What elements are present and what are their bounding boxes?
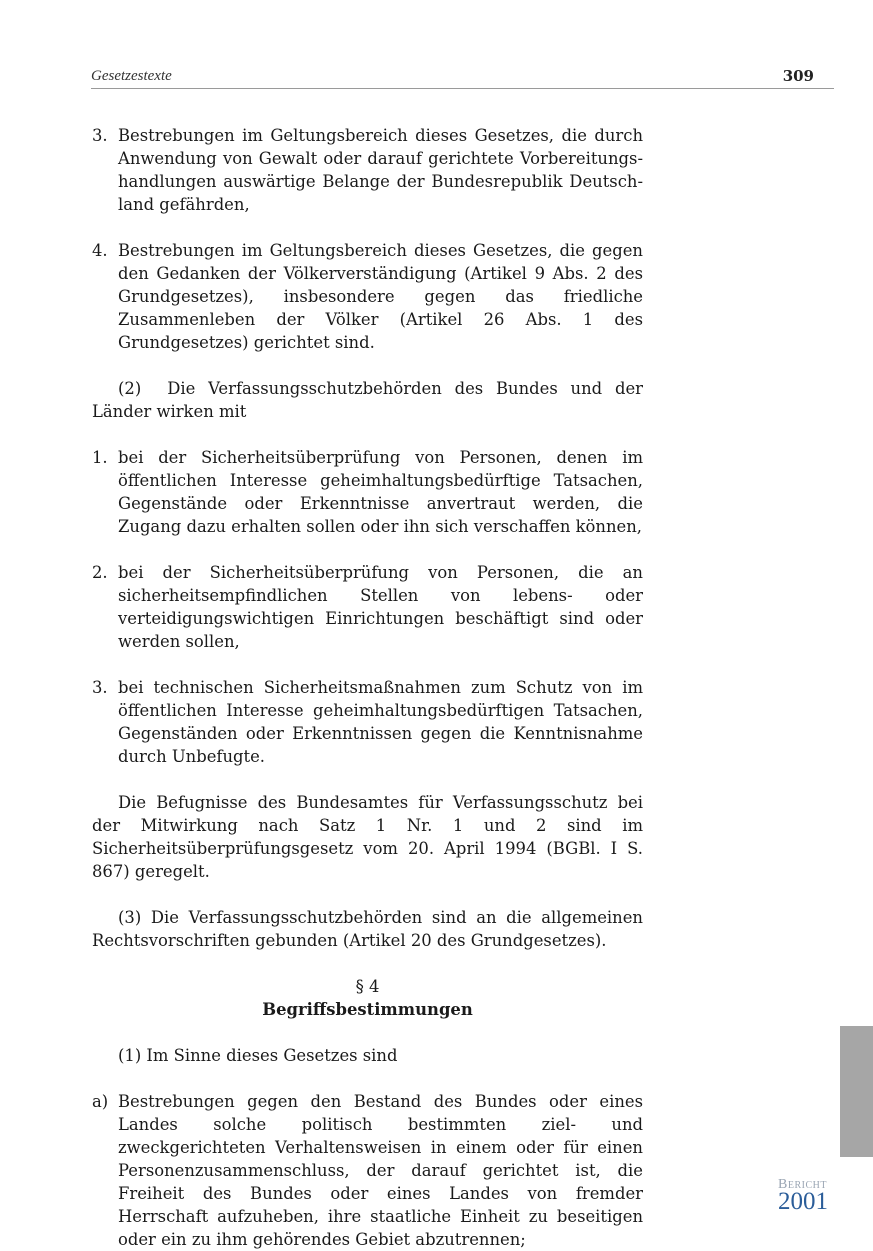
paragraph-befugnisse: Die Befugnisse des Bundesamtes für Verfassungsschutz bei der Mitwirkung nach Satz 1 Nr. 1 und 2 sind im Sicherheitsüberprüfungsgesetz vom 20. April 1994 (BGBl. I S. 867) geregelt. [92, 793, 643, 881]
list-number: 1. [92, 448, 108, 467]
logo-year: 2001 [778, 1188, 828, 1215]
list-text: bei der Sicherheitsüberprüfung von Personen, denen im öffentlichen Interesse geheimhaltungsbedürftige Tatsachen, Gegenstände oder Erkenntnisse anvertraut werden, die Zugang dazu erhalten sollen oder ihn sich verschaffen können, [118, 448, 643, 536]
paragraph-marker: (2) [118, 379, 142, 398]
list-item [92, 1090, 643, 1251]
paragraph-4-1: (1) Im Sinne dieses Gesetzes sind [118, 1046, 398, 1065]
list-item [92, 446, 643, 538]
section-title: Begriffsbestimmungen [262, 1000, 473, 1019]
document-body [92, 124, 643, 1251]
page-number: 309 [782, 67, 814, 85]
list-text: Bestrebungen im Geltungsbereich dieses Gesetzes, die gegen den Gedanken der Völkerverständigung (Artikel 9 Abs. 2 des Grundgesetzes), insbesondere gegen das friedliche Zusammenleben der Völker (Artikel 26 Abs. 1 des Grundgesetzes) gerichtet sind. [118, 241, 643, 352]
report-logo [778, 1177, 858, 1213]
list-text: bei der Sicherheitsüberprüfung von Personen, die an sicherheitsempfindlichen Stellen von lebens- oder verteidigungswichtigen Einrichtungen beschäftigt sind oder werden sollen, [118, 563, 643, 651]
list-text: Bestrebungen gegen den Bestand des Bundes oder eines Landes solche politisch bestimmten ziel- und zweckgerichteten Verhaltensweisen in einem oder für einen Personenzusammenschluss, der darauf gerichtet ist, die Freiheit des Bundes oder eines Landes von fremder Herrschaft aufzuheben, ihre staatliche Einheit zu beseitigen oder ein zu ihm gehörendes Gebiet abzutrennen; [118, 1092, 643, 1249]
list-number: 3. [92, 678, 108, 697]
chapter-thumb-tab [840, 1026, 873, 1157]
list-item [92, 561, 643, 653]
paragraph-3: (3) Die Verfassungsschutzbehörden sind an die allgemeinen Rechtsvorschriften gebunden (Artikel 20 des Grundgesetzes). [92, 908, 643, 950]
list-number: 2. [92, 563, 108, 582]
list-text: Bestrebungen im Geltungsbereich dieses Gesetzes, die durch Anwendung von Gewalt oder darauf gerichtete Vorbereitungshandlungen auswärtige Belange der Bundesrepublik Deutschland gefährden, [118, 126, 643, 214]
list-item [92, 239, 643, 354]
list-number: 3. [92, 126, 108, 145]
list-text: bei technischen Sicherheitsmaßnahmen zum Schutz von im öffentlichen Interesse geheimhaltungsbedürftigen Tatsachen, Gegenständen oder Erkenntnissen gegen die Kenntnisnahme durch Unbefugte. [118, 678, 643, 766]
list-item [92, 124, 643, 216]
page-header [91, 66, 834, 89]
section-symbol: § 4 [355, 977, 380, 996]
paragraph-2 [92, 377, 643, 423]
paragraph-text: Die Verfassungsschutzbehörden des Bundes und der Länder wirken mit [92, 379, 643, 421]
running-title: Gesetzestexte [91, 68, 172, 84]
list-item [92, 676, 643, 768]
logo-word: Bericht [778, 1177, 827, 1192]
list-number: 4. [92, 241, 108, 260]
list-number: a) [92, 1092, 109, 1111]
